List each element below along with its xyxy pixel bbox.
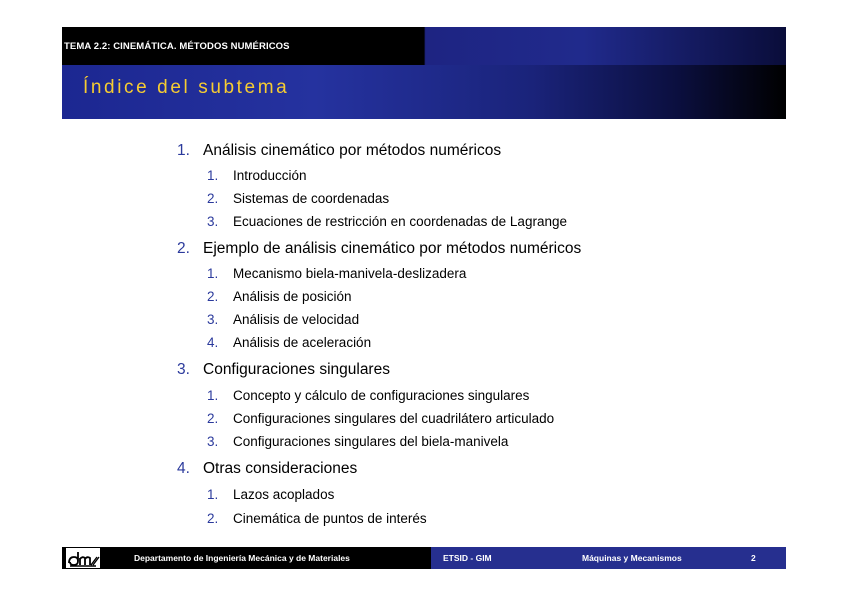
toc-section-label: Configuraciones singulares xyxy=(203,361,390,378)
toc-subsection-label: Ecuaciones de restricción en coordenadas de Lagrange xyxy=(233,214,567,229)
toc-section-3: 3. Configuraciones singulares xyxy=(177,361,390,378)
toc-subsection-label: Sistemas de coordenadas xyxy=(233,191,390,206)
toc-subsection-label: Cinemática de puntos de interés xyxy=(233,511,427,526)
toc-subsection-label: Concepto y cálculo de configuraciones singulares xyxy=(233,388,530,403)
toc-subsection: 3. Análisis de velocidad xyxy=(207,312,360,327)
footer-department: Departamento de Ingeniería Mecánica y de Materiales xyxy=(134,553,350,563)
department-logo-icon xyxy=(66,548,100,568)
toc-subsection: 1. Mecanismo biela-manivela-deslizadera xyxy=(207,266,467,281)
toc-section-label: Otras consideraciones xyxy=(203,460,358,477)
toc-subsection: 2. Cinemática de puntos de interés xyxy=(207,511,427,526)
toc-subsection: 2. Análisis de posición xyxy=(207,289,352,304)
footer-school: ETSID - GIM xyxy=(443,553,492,563)
toc-section-4: 4. Otras consideraciones xyxy=(177,460,358,477)
toc-subsection-label: Mecanismo biela-manivela-deslizadera xyxy=(233,266,467,281)
toc-subsection: 2. Sistemas de coordenadas xyxy=(207,191,390,206)
toc-subsection-label: Análisis de posición xyxy=(233,289,352,304)
toc-subsection-label: Análisis de aceleración xyxy=(233,335,372,350)
page-title: Índice del subtema xyxy=(83,77,290,98)
toc-subsection: 3. Configuraciones singulares del biela-manivela xyxy=(207,434,509,449)
slide xyxy=(62,27,786,572)
toc-subsection: 2. Configuraciones singulares del cuadrilátero articulado xyxy=(207,411,555,426)
toc-subsection-label: Análisis de velocidad xyxy=(233,312,360,327)
topic-label: TEMA 2.2: CINEMÁTICA. MÉTODOS NUMÉRICOS xyxy=(64,41,290,52)
toc-subsection: 1. Concepto y cálculo de configuraciones singulares xyxy=(207,388,530,403)
toc-section-2: 2. Ejemplo de análisis cinemático por métodos numéricos xyxy=(177,240,582,257)
toc-subsection-label: Configuraciones singulares del biela-manivela xyxy=(233,434,509,449)
toc-subsection: 1. Introducción xyxy=(207,168,307,183)
toc-section-label: Ejemplo de análisis cinemático por métodos numéricos xyxy=(203,240,582,257)
page-number: 2 xyxy=(751,553,756,563)
footer-bar xyxy=(62,547,786,569)
toc-subsection: 4. Análisis de aceleración xyxy=(207,335,372,350)
toc-section-label: Análisis cinemático por métodos numéricos xyxy=(203,142,502,159)
title-bar xyxy=(62,65,786,119)
footer-left xyxy=(62,547,431,569)
toc-subsection-label: Introducción xyxy=(233,168,307,183)
toc-section-1: 1. Análisis cinemático por métodos numéricos xyxy=(177,142,502,159)
toc-subsection-label: Lazos acoplados xyxy=(233,487,335,502)
footer-right xyxy=(431,547,786,569)
toc-subsection: 1. Lazos acoplados xyxy=(207,487,335,502)
toc-subsection-label: Configuraciones singulares del cuadrilátero articulado xyxy=(233,411,555,426)
toc-subsection: 3. Ecuaciones de restricción en coordenadas de Lagrange xyxy=(207,214,567,229)
footer-course: Máquinas y Mecanismos xyxy=(582,553,682,563)
topic-bar xyxy=(62,27,786,65)
